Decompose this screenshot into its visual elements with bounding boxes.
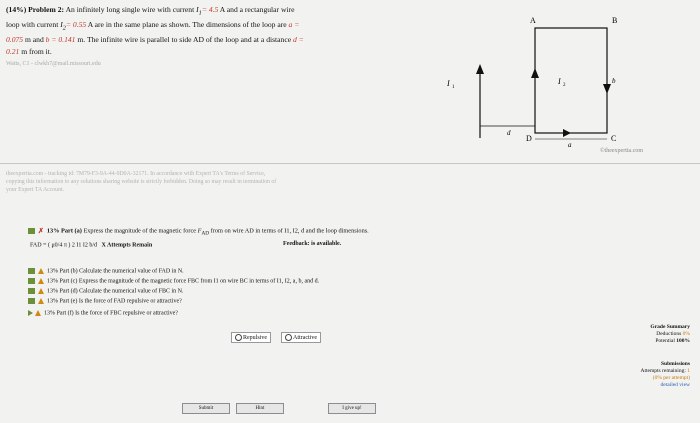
infinite-wire-arrow [476, 64, 484, 74]
label-d: d [507, 129, 511, 137]
part-d-icon [28, 288, 35, 294]
deductions-value: 0% [682, 331, 690, 337]
part-e-row[interactable] [28, 298, 182, 304]
part-c-icon [28, 278, 35, 284]
part-e-icon [28, 298, 35, 304]
attractive-option[interactable] [281, 332, 321, 343]
part-f-play-icon [28, 310, 33, 316]
part-a-answer [30, 241, 152, 249]
part-b-icon [28, 268, 35, 274]
i2-subscript: 2 [62, 24, 66, 32]
part-b-row[interactable] [28, 268, 184, 274]
d-value: 0.21 [6, 46, 20, 56]
attractive-radio-icon[interactable] [285, 334, 292, 341]
problem-text-2b: A are in the same plane as shown. The dimensions of the loop are [86, 20, 289, 30]
part-f-text: 13% Part (f) Is the force of FBC repulsive or attractive? [44, 310, 178, 317]
a-variable: a = [288, 20, 300, 30]
problem-text-1a: An infinitely long single wire with current [65, 5, 197, 14]
problem-header: (14%) Problem 2: [6, 5, 65, 14]
label-I1-sub: 1 [452, 85, 455, 90]
feedback-text[interactable] [283, 241, 341, 247]
part-a-formula: FAD = ( μ0/4 π ) 2 I1 I2 b/d [30, 242, 98, 249]
part-a-incorrect-icon: ✗ [38, 227, 44, 235]
label-D: D [526, 134, 532, 143]
repulsive-radio-icon[interactable] [235, 334, 242, 341]
wire-loop-diagram [425, 8, 645, 148]
problem-text-2a: loop with current [6, 20, 61, 30]
part-c-warning-icon [38, 278, 44, 284]
part-d-text: 13% Part (d) Calculate the numerical value of FBC in N. [47, 288, 184, 295]
repulsive-label: Repulsive [243, 334, 267, 341]
label-C: C [611, 134, 617, 143]
part-a-F-symbol: F [197, 227, 202, 235]
submit-button[interactable]: Submit [182, 403, 230, 414]
loop-arrow-bottom [563, 129, 571, 137]
part-a-label: 13% Part (a) [46, 227, 82, 235]
part-e-text: 13% Part (e) Is the force of FAD repulsive or attractive? [47, 298, 182, 305]
hint-button[interactable]: Hint [236, 403, 284, 414]
d-variable: d = [292, 35, 304, 45]
label-B: B [612, 16, 618, 25]
label-I2-sub: 2 [563, 83, 566, 88]
part-c-row[interactable] [28, 278, 319, 284]
problem-statement [6, 4, 401, 71]
part-a-text-b: from [209, 227, 225, 235]
part-a-text-a: Express the magnitude of the magnetic force [83, 227, 198, 235]
attempts-remaining-label: Attempts remaining: [640, 368, 686, 374]
i2-value: = 0.55 [65, 20, 87, 30]
problem-text-3c: m. The infinite wire is parallel to side AD of the loop and at a distance [75, 35, 293, 45]
repulsive-option[interactable] [231, 332, 271, 343]
part-a-text-c: on wire AD in terms of [224, 227, 285, 235]
rectangular-loop [535, 28, 607, 133]
loop-current-arrow [531, 68, 539, 78]
potential-value: 100% [676, 338, 690, 344]
attractive-label: Attractive [293, 334, 317, 341]
problem-text-1b: A and a rectangular wire [218, 5, 295, 14]
potential-label: Potential [655, 338, 675, 344]
part-d-warning-icon [38, 288, 44, 294]
part-a-vars: I1, I2, d [284, 227, 305, 235]
user-watermark: Watts, C1 - clwkh7@mail.missouri.edu [6, 61, 101, 68]
part-a-F-sub: AD [201, 230, 210, 237]
notice-line-3: your Expert TA Account. [6, 187, 65, 193]
copyright-credit: ©theexpertta.com [600, 148, 644, 154]
label-I2: I [558, 77, 561, 86]
loop-arrow-right [603, 84, 611, 94]
problem-text-4b: m from it. [19, 46, 52, 56]
submissions-title: Submissions [660, 361, 690, 367]
feedback-link[interactable]: Feedback: is available. [283, 241, 342, 247]
attempts-remaining-value: 1 [687, 368, 690, 374]
a-value: 0.075 [6, 35, 24, 45]
label-a: a [568, 141, 572, 148]
part-d-row[interactable] [28, 288, 183, 294]
part-e-warning-icon [38, 298, 44, 304]
part-b-text: 13% Part (b) Calculate the numerical value of FAD in N. [47, 268, 184, 275]
i1-symbol: I [196, 5, 199, 14]
tracking-notice [6, 170, 426, 194]
part-f-row[interactable] [28, 310, 178, 316]
grade-summary [590, 324, 690, 345]
attempts-remain-text: X Attempts Remain [101, 242, 153, 249]
per-attempt-text: (0% per attempt) [652, 375, 690, 381]
part-f-warning-icon [35, 310, 41, 316]
notice-line-2: copying this information to any solutions sharing website is strictly forbidden. Doing so may result in termination of [6, 179, 277, 185]
grade-summary-title: Grade Summary [650, 324, 690, 330]
i2-symbol: I [60, 20, 63, 30]
deductions-label: Deductions [656, 331, 682, 337]
b-value: b = 0.141 [45, 35, 76, 45]
i1-subscript: 1 [198, 9, 202, 17]
part-a-text-d: and the loop dimensions. [304, 227, 369, 235]
part-c-text: 13% Part (c) Express the magnitude of the magnetic force FBC from I1 on wire BC in terms of I1, I2, a, b, and d. [47, 278, 320, 285]
give-up-button[interactable]: I give up! [328, 403, 376, 414]
label-I1: I [447, 79, 450, 88]
notice-line-1: theexpertta.com - tracking id: 7M79-F3-9A-44-9D0A-32171. In accordance with Expert TA's Terms of Service, [6, 171, 266, 177]
i1-value: = 4.5 [201, 5, 219, 14]
label-A: A [530, 16, 536, 25]
problem-text-3b: m and [23, 35, 46, 45]
detailed-view-link[interactable]: detailed view [660, 382, 690, 388]
part-b-warning-icon [38, 268, 44, 274]
section-divider [0, 163, 700, 164]
submissions-panel [560, 361, 690, 389]
label-b: b [612, 77, 616, 85]
part-a-row[interactable] [28, 227, 369, 237]
part-a-status-icon [28, 228, 35, 234]
